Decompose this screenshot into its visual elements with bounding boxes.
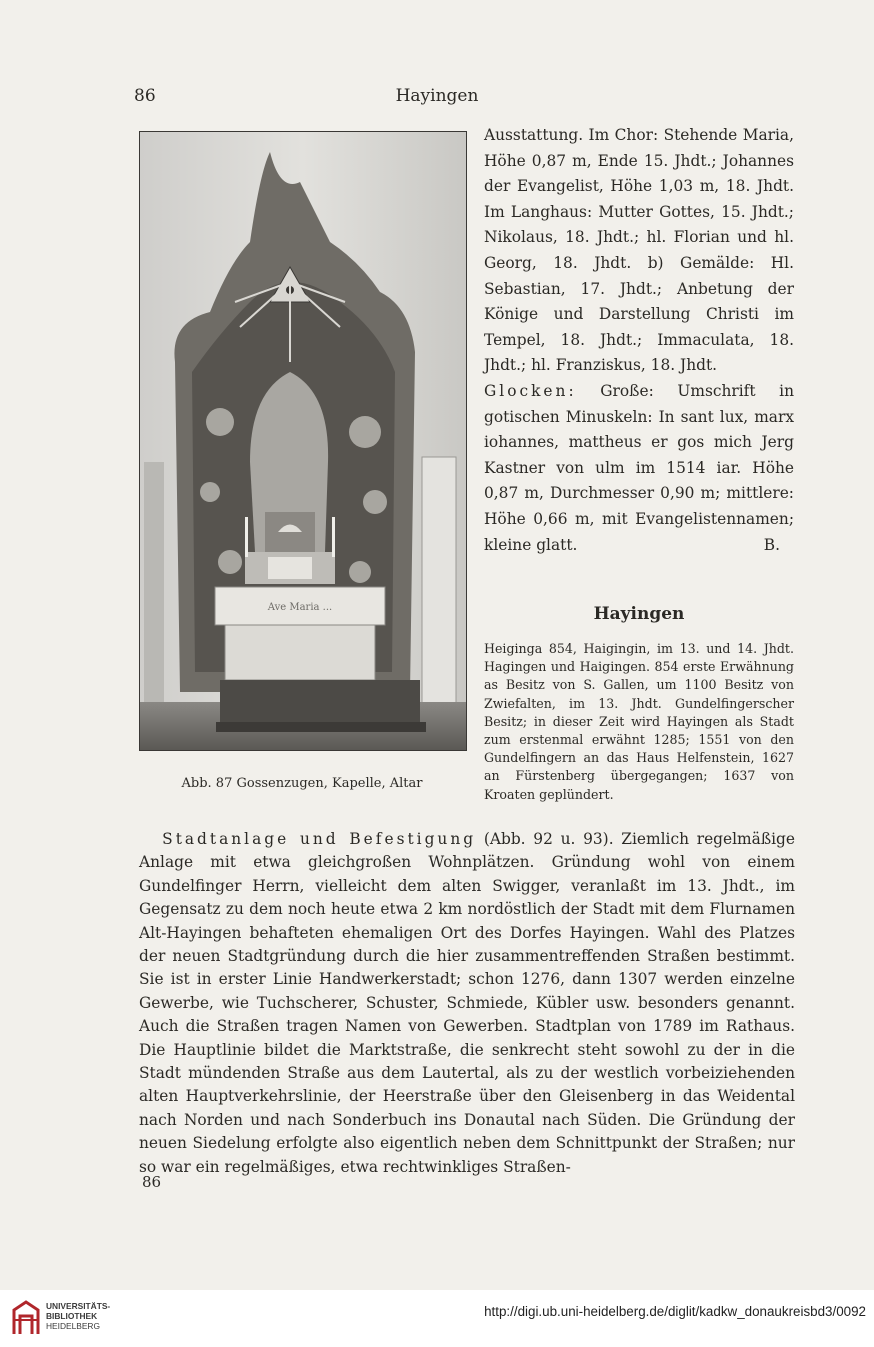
library-footer-bar [0, 1290, 874, 1347]
bells-text: Große: Umschrift in gotischen Minuskeln: In sant lux, marx iohannes, mattheus er gos mich Jerg Kastner von ulm im 1514 iar. Höhe 0,87 m, Durchmesser 0,90 m; mittlere: Höhe 0,66 m, mit Evangelistennamen; kleine glatt. [484, 382, 794, 554]
header-page-number: 86 [134, 86, 156, 106]
altar-illustration [140, 132, 466, 750]
running-title: Hayingen [395, 86, 479, 106]
history-text: Heiginga 854, Haigingin, im 13. und 14. Jhdt. Hagingen und Haigingen. 854 erste Erwähnung as Besitz von S. Gallen, um 1100 Besitz von Zwiefalten, im 13. Jhdt. Gundelfingerscher Besitz; in dieser Zeit wird Hayingen als Stadt zum erstenmal erwähnt 1285; 1551 von den Gundelfingern an das Haus Helfenstein, 1627 an Fürstenberg übergegangen; 1637 von Kroaten geplündert. [484, 641, 794, 802]
library-logo-icon [10, 1300, 42, 1336]
footer-page-number: 86 [142, 1173, 162, 1191]
bells-paragraph [484, 379, 794, 558]
town-layout-text: (Abb. 92 u. 93). Ziemlich regelmäßige Anlage mit etwa gleichgroßen Wohnplätzen. Gründung wohl von einem Gundelfinger Herrn, vielleicht dem alten Swigger, veranlaßt im 13. Jhdt., im Gegensatz zu dem noch heute etwa 2 km nordöstlich der Stadt mit dem Flurnamen Alt-Hayingen behafteten ehemaligen Ort des Dorfes Hayingen. Wahl des Platzes der neuen Stadtgründung durch die hier zusammentreffenden Straßen bestimmt. Sie ist in erster Linie Handwerkerstadt; schon 1276, dann 1307 werden einzelne Gewerbe, wie Tuchscherer, Schuster, Schmiede, Kübler usw. besonders genannt. Auch die Straßen tragen Namen von Gewerben. Stadtplan von 1789 im Rathaus. Die Hauptlinie bildet die Marktstraße, die senkrecht steht sowohl zu der in die Stadt mündenden Straße aus dem Lautertal, als zu der westlich vorbeiziehenden alten Hauptverkehrslinie, der Heerstraße über den Gleisenberg in das Weidental nach Norden und nach Sonderbuch ins Donautal nach Süden. Die Gründung der neuen Siedelung erfolgte also eigentlich neben dem Schnittpunkt der Straßen; nur so war ein regelmäßiges, etwa rechtwinkliges Straßen- [139, 830, 795, 1176]
author-initial: B. [763, 535, 780, 554]
bells-label: Glocken: [484, 382, 577, 400]
altar-inscription: Ave Maria ... [267, 602, 333, 613]
library-name: UNIVERSITÄTS- BIBLIOTHEK HEIDELBERG [46, 1301, 111, 1331]
furnishing-paragraph [484, 123, 794, 379]
town-layout-label: Stadtanlage und Befestigung [162, 830, 477, 848]
section-title: Hayingen [593, 604, 685, 624]
furnishing-text: Ausstattung. Im Chor: Stehende Maria, Höhe 0,87 m, Ende 15. Jhdt.; Johannes der Evangelist, Höhe 1,03 m, 18. Jhdt. Im Langhaus: Mutter Gottes, 15. Jhdt.; Nikolaus, 18. Jhdt.; hl. Florian und hl. Georg, 18. Jhdt. b) Gemälde: Hl. Sebastian, 17. Jhdt.; Anbetung der Könige und Darstellung Christi im Tempel, 18. Jhdt.; Immaculata, 18. Jhdt.; hl. Franziskus, 18. Jhdt. [484, 126, 794, 375]
figure-caption: Abb. 87 Gossenzugen, Kapelle, Altar [181, 776, 423, 791]
permalink-url[interactable]: http://digi.ub.uni-heidelberg.de/diglit/kadkw_donaukreisbd3/0092 [484, 1304, 866, 1319]
main-paragraph [139, 828, 795, 1179]
altar-photo [139, 131, 467, 751]
